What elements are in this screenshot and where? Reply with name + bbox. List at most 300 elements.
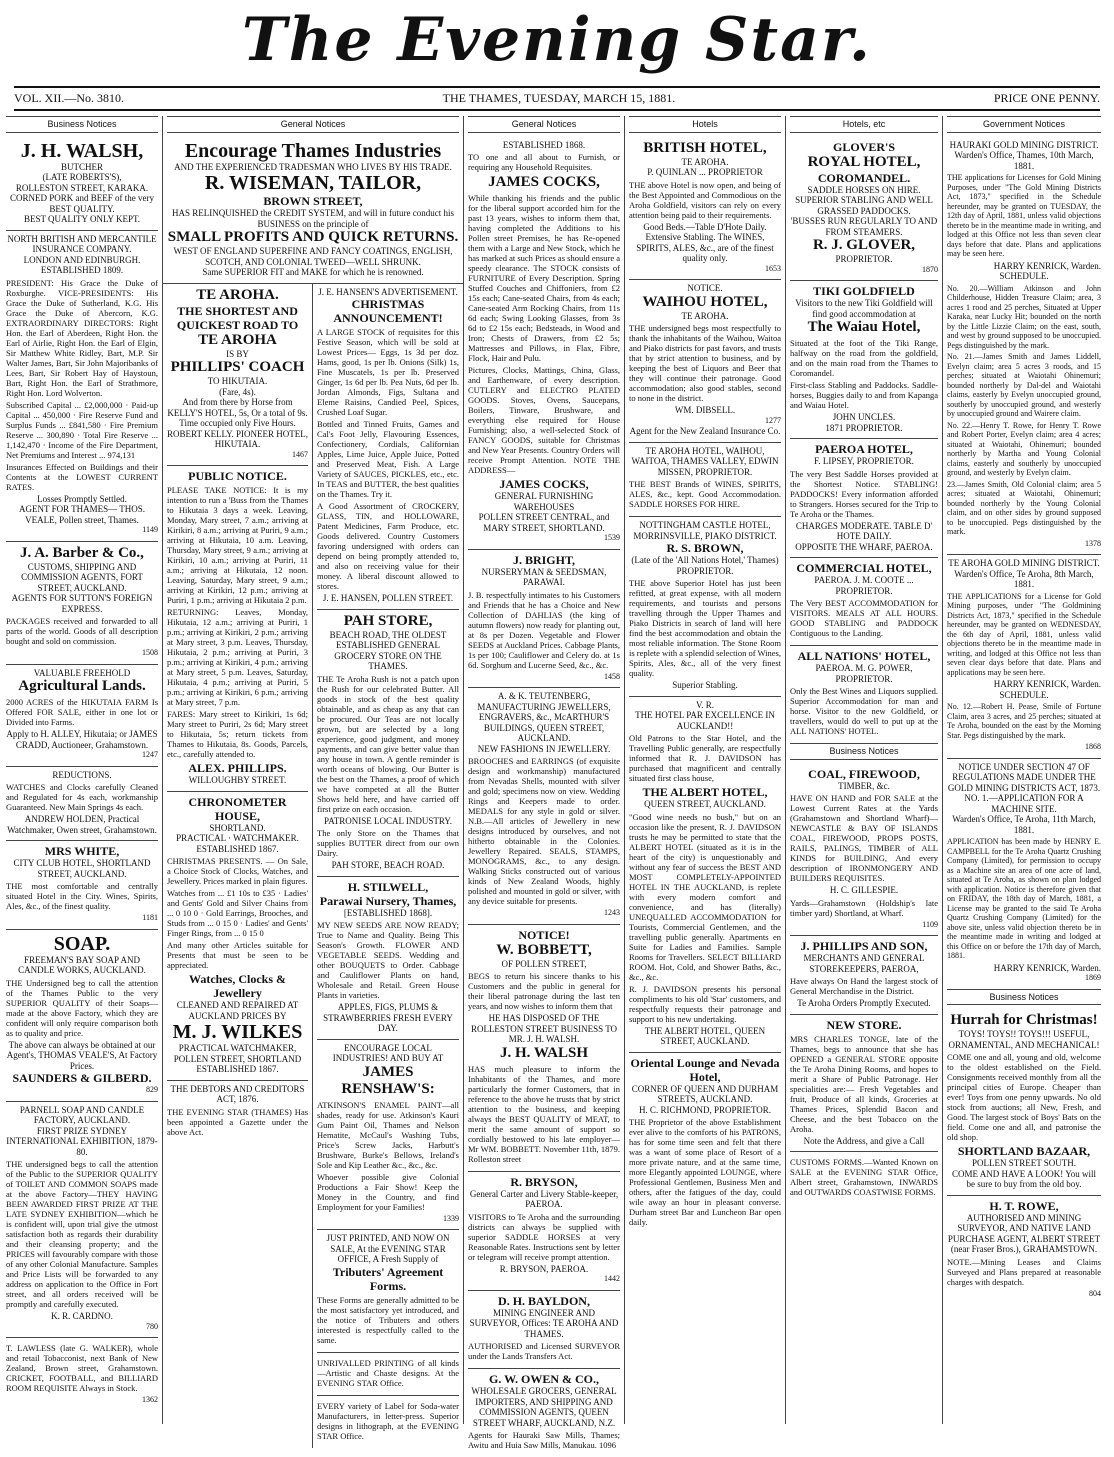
ad-line: UNRIVALLED PRINTING of all kinds—Artistic and Chaste designs. At the EVENING STAR Office.	[317, 1358, 459, 1388]
advertisement	[790, 1015, 938, 1153]
column-heading: Business Notices	[6, 116, 158, 133]
ad-line: EVERY variety of Label for Soda-water Manufacturers, in letter-press. Superior designs in lithograph, at the EVENING STAR Office.	[317, 1401, 459, 1441]
ad-line: HAS RELINQUISHED the CREDIT SYSTEM, and will in future conduct his BUSINESS on the principle of	[167, 208, 459, 229]
ad-line: PAH STORE, BEACH ROAD.	[317, 860, 459, 871]
ad-line: 1539	[468, 533, 620, 544]
place-date: THE THAMES, TUESDAY, MARCH 15, 1881.	[443, 91, 676, 106]
ad-line: T. LAWLESS (late G. WALKER), whole and retail Tobacconist, next Bank of New Zealand, Brown street, Grahamstown. CRICKET, FOOTBALL, and BILLIARD ROOM REQUISITE Always in Stock.	[6, 1343, 158, 1393]
advertisement	[790, 439, 938, 558]
ad-line: CHRISTMAS ANNOUNCEMENT!	[317, 297, 459, 325]
ad-line: Warden's Office, Te Aroha, 8th March, 1881.	[947, 569, 1101, 590]
ad-line: Same SUPERIOR FIT and MAKE for which he is renowned.	[167, 267, 459, 278]
ad-line: 1247	[6, 750, 158, 761]
ad-line: TE AROHA HOTEL, WAIHOU, WAITOA, THAMES VALLEY, EDWIN MISSEN, PROPRIETOR.	[629, 446, 781, 478]
ad-line: The only Store on the Thames that supplies BUTTER direct from our own Dairy.	[317, 828, 459, 858]
ad-line: ALL NATIONS' HOTEL,	[790, 649, 938, 663]
column-6	[943, 116, 1105, 1424]
advertisement	[629, 443, 781, 518]
ad-line: WILLOUGHBY STREET.	[167, 775, 308, 786]
ad-line: NURSERYMAN & SEEDSMAN, PARAWAI.	[468, 567, 620, 588]
ad-line: HAS much pleasure to inform the Inhabitants of the Thames, and more particularly the former Customers, that in reference to the above he trusts that by strict attention to the business, and keeping always the BEST QUALITY of MEAT, to merit the same amount of support so cordially bestowed to his late employer—Mr WM. BOBBETT. November 11th, 1879. Rolleston street	[468, 1064, 620, 1164]
column-3	[464, 116, 625, 1424]
ad-line: 'BUSSES RUN REGULARLY TO AND FROM STEAMERS.	[790, 216, 938, 237]
column-3-ads	[468, 137, 620, 1457]
ad-line: APPLES, FIGS, PLUMS & STRAWBERRIES FRESH EVERY DAY.	[317, 1002, 459, 1034]
ad-line: RETURNING: Leaves, Monday, Hikutaia, 12 a.m.; arriving at Puriri, 1 p.m.; arriving at Kirikiri, 2 p.m.; arriving at Mary street, 3 p.m. Leaves, Thursday, Hikutaia, 2 p.m.; arriving at Puriri, 3 p.m.; arriving at Kirikiri, 4 p.m.; arriving at Mary street, 5 p.m. Leaves, Saturday, Hikutaia, 4 p.m.; arriving at Puriri, 5 p.m.; arriving at Kirikiri, 6 p.m.; arriving at Mary street, 7 p.m.	[167, 607, 308, 707]
ad-line: NOTICE UNDER SECTION 47 OF REGULATIONS MADE UNDER THE GOLD MINING DISTRICTS ACT, 1873.	[947, 762, 1101, 794]
advertisement	[468, 550, 620, 689]
ad-line: R. BRYSON,	[468, 1175, 620, 1189]
ad-line: H. STILWELL,	[317, 880, 459, 894]
column-2	[163, 116, 464, 1424]
column-6-business-ads	[947, 1009, 1101, 1304]
ad-line: Hurrah for Christmas!	[947, 1012, 1101, 1029]
ad-line: IS BY	[167, 349, 308, 360]
ad-line: F. LIPSEY, PROPRIETOR.	[790, 456, 938, 467]
ad-line: J. H. WALSH	[468, 1045, 620, 1062]
ad-line: MRS CHARLES TONGE, late of the Thames, begs to announce that she has OPENED a GENERAL STORE opposite the Te Aroha Dining Rooms, and hopes to merit a Share of Public Patronage. Her specialities are:— Fresh Vegetables and fruit, Produce of all kinds, Groceries at Thames Prices, Splendid Bacon and Cheese, and the best Tobacco on the Aroha.	[790, 1034, 938, 1134]
ad-line: Tributers' Agreement Forms.	[317, 1265, 459, 1293]
ad-line: BRITISH HOTEL,	[629, 140, 781, 157]
masthead	[0, 0, 1114, 80]
ad-line: Oriental Lounge and Nevada Hotel,	[629, 1056, 781, 1084]
ad-line: 1339	[317, 1214, 459, 1225]
advertisement	[6, 1102, 158, 1339]
ad-line: Apply to H. ALLEY, Hikutaia; or JAMES CRADD, Auctioneer, Grahamstown.	[6, 729, 158, 750]
ad-line: CORNER OF QUEEN AND DURHAM STREETS, AUCKLAND.	[629, 1084, 781, 1105]
ad-line: THE APPLICATIONS for a License for Gold Mining purposes, under "The Goldmining Districts Act, 1873," specified in the Schedule hereunder, may be granted on WEDNESDAY, the 6th day of April, 1881, unless valid objections thereto be in the meantime made in writing, and lodged at this Office not less than seven clear days before that date. Plans and applications may be seen here.	[947, 592, 1101, 678]
advertisement	[468, 688, 620, 925]
ad-line: TO HIKUTAIA.	[167, 376, 308, 387]
ad-line: COROMANDEL.	[790, 171, 938, 185]
ad-line: G. W. OWEN & CO.,	[468, 1372, 620, 1386]
ad-line: OF POLLEN STREET,	[468, 959, 620, 970]
ad-line: WEST OF ENGLAND SUPERFINE AND FANCY COATINGS, ENGLISH, SCOTCH, AND COLONIAL TWEED—WELL SHRUNK.	[167, 246, 459, 267]
ad-line: 1467	[167, 450, 308, 461]
advertisement	[468, 137, 620, 550]
ad-line: SOAP.	[6, 933, 158, 955]
advertisement	[6, 231, 158, 542]
ad-line: THE ALBERT HOTEL, QUEEN STREET, AUCKLAND.	[629, 1026, 781, 1047]
ad-line: H. T. ROWE,	[947, 1199, 1101, 1213]
advertisement	[629, 697, 781, 1053]
ad-line: GENERAL FURNISHING WAREHOUSES	[468, 491, 620, 512]
ad-line: V. R.	[629, 700, 781, 711]
ad-line: SUPERIOR STABLING AND WELL GRASSED PADDOCKS.	[790, 195, 938, 216]
ad-line: PAEROA. J. M. COOTE ... PROPRIETOR.	[790, 575, 938, 596]
ad-line: PAEROA. M. G. POWER, PROPRIETOR.	[790, 663, 938, 684]
ad-line: These Forms are generally admitted to be the most satisfactory yet introduced, and the notice of Tributers and others interested is respectfully called to the same.	[317, 1295, 459, 1345]
ad-line: NOTICE.	[629, 283, 781, 294]
advertisement	[6, 841, 158, 930]
ad-line: Agents for Hauraki Saw Mills, Thames; Awitu and Huia Saw Mills, Manukau. 1096	[468, 1430, 620, 1450]
advertisement	[468, 1369, 620, 1457]
ad-line: "Good wine needs no bush," but on an occasion like the present, R. J. DAVIDSON trusts he may be permitted to state that the ALBERT HOTEL (situated as it is in the heart of the city) is unquestionably and without any fear of success the BEST AND MOST COMPLETELY-APPOINTED HOTEL IN THE AUCKLAND, is replete with every modern comfort and convenience, and has (literally) UNEQUALLED ACCOMMODATION for Tourists, Commercial Gentlemen, and the travelling public generally. Apartments en Suite for Ladies and Families. Sample Rooms for Travellers. SELECT BILLIARD ROOM. Hot, Cold, and Shower Baths, &c., &c., &c.	[629, 812, 781, 982]
ad-line: Note the Address, and give a Call	[790, 1136, 938, 1147]
ad-line: BROOCHES and EARRINGS (of exquisite design and workmanship) manufactured from Nevadas Shells, mounted with silver and gold; specimens now on view. Wedding Rings and Keepers made to order. MEDALS for any style in gold or silver. N.B.—All articles of Jewellery in new designs introduced by ourselves, and not hitherto obtainable in the Colonies. Jewellery Repaired. SEALS, STAMPS, MONOGRAMS, &c., to any design. Walking Sticks constructed out of various kinds of New Zealand Woods, highly polished and mounted in gold or silver, with any device suitable for presents.	[468, 756, 620, 906]
ad-line: COME one and all, young and old, welcome to the oldest established on the Field. Consignments received monthly from all the principal cities of Europe. Cheaper than ever! Toys from one penny upwards. No old stock from auctions; all New, Fresh, and Good. The largest stock of Boys' Bats on the field. Come one and all, and patronise the old shop.	[947, 1052, 1101, 1142]
ad-line: THE above Superior Hotel has just been refitted, at great expense, with all modern requirements, and tourists and persons travelling through the Upper Thames and Piako Districts in search of land will here find the best accommodation and obtain the most reliable information. The Stone Room is replete with a splendid selection of Wines, Spirits, Ales, &c., all of the very finest quality.	[629, 578, 781, 678]
ad-line: NOTE.—Mining Leases and Claims Surveyed and Plans prepared at reasonable charges with despatch.	[947, 1257, 1101, 1287]
ad-line: SCHEDULE.	[947, 690, 1101, 701]
ad-line: CUSTOMS FORMS.—Wanted Known on SALE at the EVENING STAR Office, Albert street, Grahamstown, INWARDS and OUTWARDS COASTWISE FORMS.	[790, 1157, 938, 1197]
ad-line: 2000 ACRES of the HIKUTAIA FARM Is Offered FOR SALE, either in one lot or Divided into Farms.	[6, 697, 158, 727]
ad-line: SCHEDULE.	[947, 271, 1101, 282]
advertisement	[6, 542, 158, 665]
ad-line: J. BRIGHT,	[468, 553, 620, 567]
ad-line: P. QUINLAN ... PROPRIETOR	[629, 167, 781, 178]
ad-line: THE applications for Licenses for Gold Mining Purposes, under "The Gold Mining Districts Act, 1873," specified in the Schedule hereunder, may be granted on TUESDAY, the 12th day of April, 1881, unless valid objections thereto be in the meantime made in writing, and lodged at this Office not less than seven clear days before that date. Plans and applications may be seen here.	[947, 173, 1101, 259]
column-heading: Hotels	[629, 116, 781, 133]
ad-line: 1277	[629, 416, 781, 427]
ad-line: MERCHANTS AND GENERAL STOREKEEPERS, PAEROA,	[790, 953, 938, 974]
ad-line: REDUCTIONS.	[6, 770, 158, 781]
ad-line: R. BRYSON, PAEROA.	[468, 1264, 620, 1275]
ad-line: FIRST PRIZE SYDNEY INTERNATIONAL EXHIBITION, 1879-80.	[6, 1126, 158, 1158]
ad-line: HE HAS DISPOSED OF THE ROLLESTON STREET BUSINESS TO MR. J. H. WALSH.	[468, 1013, 620, 1045]
ad-line: R. S. BROWN,	[629, 541, 781, 555]
ad-line: H. C. GILLESPIE.	[790, 885, 938, 896]
column-5-ads	[790, 137, 938, 744]
ad-line: Te Aroha Orders Promptly Executed.	[790, 998, 938, 1009]
ad-line: TE AROHA.	[629, 157, 781, 168]
ad-line: Watches, Clocks & Jewellery	[167, 972, 308, 1000]
ad-line: HARRY KENRICK, Warden.	[947, 963, 1101, 974]
column-2b	[313, 284, 463, 1448]
ad-line: COAL, FIREWOOD,	[790, 767, 938, 781]
ad-line: TE AROHA.	[167, 287, 308, 304]
ad-line: JOHN UNCLES.	[790, 412, 938, 423]
ad-line: No. 20.—William Atkinson and John Childerhouse, Hidden Treasure Claim; area, 3 acres 1 rood and 25 perches, Situated at Upper Karaka, near Lucky Hit; bounded on the north by the Little Lizzie Claim; on the east, south, and west by ground supposed to be unoccupied. Pegs distinguished by the mark.	[947, 284, 1101, 351]
ad-line: Agent for the New Zealand Insurance Co.	[629, 426, 781, 437]
masthead-title: The Evening Star.	[242, 5, 872, 75]
ad-line: Parawai Nursery, Thames,	[317, 894, 459, 908]
ad-line: SHORTLAND BAZAAR,	[947, 1144, 1101, 1158]
ad-line: JAMES COCKS,	[468, 477, 620, 491]
ad-line: WM. DIBSELL.	[629, 405, 781, 416]
ad-line: APPLICATION has been made by HENRY E. CAMPBELL for the Te Aroha Quartz Crushing Company (Limited), for permission to occupy as a Machine site an area of one acre of land, situated at Te Aroha, as shown on plan lodged with application. Notice is therefore given that on FRIDAY, the 18th day of March, 1881, a License may be granted to the said Te Aroha Quartz Crushing Company (Limited) for the above site, unless valid objection thereto be in the meantime made in writing and lodged at this Office on or before the 17th day of March, 1881.	[947, 837, 1101, 961]
ad-line: CORNED PORK and BEEF of the very BEST QUALITY.	[6, 193, 158, 214]
ad-line: 829	[6, 1085, 158, 1096]
ad-line: PLEASE TAKE NOTICE: It is my intention to run a 'Buss from the Thames to Hikutaia 3 days a week. Leaving, Monday, Mary street, 7 a.m.; arriving at Kirikiri, 8 a.m.; arriving at Puriri, 9 a.m.; arriving at Hikutaia, 10 a.m. Leaving, Thursday, Mary street, 9 a.m.; arriving at Kirikiri, 10 a.m.; arriving at Puriri, 11 a.m.; arriving at Hikutaia, 12 noon. Leaving, Saturday, Mary street, 9 a.m.; arriving at Kirikiri, 12 p.m.; arriving at Puriri, 1 p.m.; arriving at Hikutaia 2 p.m.	[167, 485, 308, 605]
advertisement	[167, 792, 308, 1081]
ad-line: THE EVENING STAR (THAMES) Has been appointed a Gazette under the above Act.	[167, 1107, 308, 1137]
ad-line: COME AND HAVE A LOOK! You will be sure to buy from the old boy.	[947, 1169, 1101, 1190]
ad-line: The very Best Saddle Horses provided at the Shortest Notice. STABLING! PADDOCKS! Every information afforded to Strangers. Horses secured for the Trip to Te Aroha or the Thames.	[790, 469, 938, 519]
ad-line: POLLEN STREET CENTRAL, and MARY STREET, SHORTLAND.	[468, 512, 620, 533]
ad-line: SAUNDERS & GILBERD.	[6, 1071, 158, 1085]
ad-line: Warden's Office, Thames, 10th March, 1881.	[947, 150, 1101, 171]
ad-line: LONDON AND EDINBURGH.	[6, 255, 158, 266]
ad-line: THE undersigned begs most respectfully to thank the inhabitants of the Waihou, Waitoa and Piako districts for past favors, and trusts that by strict attention to business, and by keeping the best of Liquors and Beer that they will continue their patronage. Good accommodation; also good stables, second to none in the district.	[629, 323, 781, 403]
ad-line: 1181	[6, 913, 158, 924]
advertisement	[947, 759, 1101, 989]
ad-line: MINING ENGINEER AND SURVEYOR, Offices: TE AROHA AND THAMES.	[468, 1308, 620, 1340]
ad-line: THE DEBTORS AND CREDITORS ACT, 1876.	[167, 1084, 308, 1105]
ad-line: TIMBER, &c.	[790, 781, 938, 792]
column-2-split	[163, 284, 463, 1448]
ad-line: ATKINSON'S ENAMEL PAINT—all shades, ready for use. Atkinson's Kauri Gum Paint Oil, Thames and Nelson Hematite, McCaul's Washing Tubs, Price's Screw Jacks, Harbutt's Brushware, Burke's Bellows, Ireland's Sole and Kip Leather &c., &c., &c.	[317, 1100, 459, 1170]
ad-line: BEGS to return his sincere thanks to his Customers and the public in general for their liberal patronage during the last ten years, and now wishes to inform them that	[468, 971, 620, 1011]
column-5	[786, 116, 943, 1424]
advertisement	[317, 1396, 459, 1448]
ad-line: No. 21.—James Smith and James Liddell, Evelyn claim; area 5 acres 3 roods, and 15 perches; situated at Waiotahi Ohinemuri; bounded northerly by Dal-del and Waiotahi claims, easterly by Evelyn unoccupied ground, southerly by unoccupied ground, and westerly by unoccupied ground and Wairere claim.	[947, 352, 1101, 419]
ad-line: ROLLESTON STREET, KARAKA.	[6, 183, 158, 194]
advertisement	[790, 764, 938, 937]
ad-line: 1870	[790, 265, 938, 276]
ad-line: NO. 1.—APPLICATION FOR A MACHINE SITE.	[947, 793, 1101, 814]
advertisement	[317, 1353, 459, 1396]
ad-line: CHRONOMETER HOUSE,	[167, 795, 308, 823]
ad-line: FREEMAN'S BAY SOAP AND CANDLE WORKS, AUCKLAND.	[6, 955, 158, 976]
ad-line: (Late of the 'All Nations Hotel,' Thames) PROPRIETOR.	[629, 555, 781, 576]
column-heading: General Notices	[167, 116, 459, 133]
ad-line: AND THE EXPERIENCED TRADESMAN WHO LIVES BY HIS TRADE.	[167, 162, 459, 173]
ad-line: PHILLIPS' COACH	[167, 359, 308, 376]
ad-line: Bottled and Tinned Fruits, Games and Cal's Foot Jelly, Flavouring Essences, Confectionery, Cordials, Californian Apples, Lime Juice, Apple Juice, Potted and Preserved Meat, Fish. A Large Variety of SAUCES, PICKLES, etc., etc. In TEAS and BUTTER, the best qualities on the Thames. Try it.	[317, 419, 459, 499]
ad-line: The Waiau Hotel,	[790, 319, 938, 336]
ad-line: PRACTICAL · WATCHMAKER.	[167, 833, 308, 844]
ad-line: NEW STORE.	[790, 1018, 938, 1032]
ad-line: CLEANED AND REPAIRED AT AUCKLAND PRICES BY	[167, 1000, 308, 1021]
ad-line: WHOLESALE GROCERS, GENERAL IMPORTERS, AND SHIPPING AND COMMISSION AGENTS, QUEEN STREET WHARF, AUCKLAND, N.Z.	[468, 1386, 620, 1428]
ad-line: A Good Assortment of CROCKERY, GLASS, TIN, and HOLLOWARE, Patent Medicines, Farm Produce, etc. Goods delivered. Country Customers favoring undersigned with orders can depend on being promptly attended to, and also on receiving value for their money. A liberal discount allowed to stores.	[317, 501, 459, 591]
price: PRICE ONE PENNY.	[994, 91, 1100, 106]
ad-line: J. A. Barber & Co.,	[6, 545, 158, 562]
advertisement	[629, 1053, 781, 1235]
ad-line: ENCOURAGE LOCAL INDUSTRIES! AND BUY AT	[317, 1043, 459, 1064]
ad-line: PUBLIC NOTICE.	[167, 469, 308, 483]
ad-line: HARRY KENRICK, Warden.	[947, 679, 1101, 690]
ad-line: Only the Best Wines and Liquors supplied. Superior Accommodation for man and horse. Visitor to the new Goldfield, or travellers, would do well to put up at the ALL NATIONS' HOTEL.	[790, 686, 938, 736]
ad-line: THE SHORTEST AND QUICKEST ROAD TO	[167, 304, 308, 332]
ad-line: (Fare, 4s).	[167, 387, 308, 398]
ad-line: Losses Promptly Settled.	[6, 494, 158, 505]
ad-line: Warden's Office, Te Aroha, 11th March, 1881.	[947, 814, 1101, 835]
ad-line: R. WISEMAN, TAILOR,	[167, 172, 459, 194]
ad-line: PRESIDENT: His Grace the Duke of Roxburghe. VICE-PRESIDENTS: His Grace the Duke of Sutherland, K.G. His Grace the Duke of Abercorn, K.G. EXTRAORDINARY DIRECTORS: Right Hon. the Earl of Aberdeen, Right Hon. the Earl of Airlie, Right Hon. the Earl of Elgin, Sir Matthew White Ridley, Bart, M.P. Sir Walter James, Bart, Sir John Majoribanks of Lees, Bart, Sir Robert Hay of Haystoun, Bart, Right Hon. the Earl of Strathmore, Right Hon. Lord Wolverton.	[6, 278, 158, 398]
ad-line: MANUFACTURING JEWELLERS, ENGRAVERS, &c., McARTHUR'S BUILDINGS, QUEEN STREET, AUCKLAND.	[468, 702, 620, 744]
ad-line: JAMES RENSHAW'S:	[317, 1064, 459, 1098]
ad-line: THE HOTEL PAR EXCELLENCE IN AUCKLAND!!	[629, 710, 781, 731]
ad-line: NOTICE!	[468, 928, 620, 942]
ad-line: Situated at the foot of the Tiki Range, halfway on the road from the goldfield, and on the main road from the Thames to Coromandel.	[790, 338, 938, 378]
ad-line: TOYS! TOYS!! TOYS!!! USEFUL, ORNAMENTAL, AND MECHANICAL!	[947, 1029, 1101, 1050]
ad-line: THE Te Aroha Rush is not a patch upon the Rush for our celebrated Butter. All goods in stock of the best quality obtainable, and as cheap as any that can be procured. Our Teas are not locally grown, but are selected by a long experience, good judgment, and money payments, and can give better value than any house in town. A gentle reminder is worth oceans of blowing. Our Butter is the best on the Thames, a proof of which we have competed at all the Butter Shows held here, and have carried off first prize on each occasion.	[317, 674, 459, 814]
ad-line: A. & K. TEUTENBERG,	[468, 691, 620, 702]
column-1-ads	[6, 137, 158, 1411]
ad-line: D. H. BAYLDON,	[468, 1294, 620, 1308]
ad-line: WATCHES and Clocks carefully Cleaned and Regulated for 4s each, workmanship Guaranteed. New Main Springs 4s each.	[6, 782, 158, 812]
ad-line: The Very BEST ACCOMMODATION for VISITORS. MEALS AT ALL HOURS. GOOD STABLING and PADDOCK Contiguous to the Landing.	[790, 598, 938, 638]
ad-line: ESTABLISHED 1867.	[167, 1064, 308, 1075]
ad-line: NOTTINGHAM CASTLE HOTEL, MORRINSVILLE, PIAKO DISTRICT.	[629, 520, 781, 541]
ad-line: BROWN STREET,	[167, 194, 459, 208]
ad-line: TE AROHA	[167, 332, 308, 349]
ad-line: Subscribed Capital ... £2,000,000 · Paid-up Capital ... 450,000 · Fire Reserve Fund and Surplus Funds ... £841,580 · Fire Premium Reserve ... 300,890 · Total Fire Reserve ... 1,142,470 · Income of the Fire Department, Net Premiums and Interest ... 974,131	[6, 400, 158, 460]
ad-line: TO one and all about to Furnish, or requiring any Household Requisites.	[468, 152, 620, 172]
ad-line: R. J. GLOVER,	[790, 237, 938, 254]
advertisement	[317, 610, 459, 877]
column-4-ads	[629, 137, 781, 1235]
ad-line: SHORTLAND.	[167, 823, 308, 834]
advertisement	[629, 137, 781, 281]
ad-line: VALUABLE FREEHOLD	[6, 668, 158, 679]
ad-line: 1869	[947, 973, 1101, 984]
column-5-business-ads	[790, 764, 938, 1205]
ad-line: 1378	[947, 539, 1101, 550]
ad-line: [ESTABLISHED 1868].	[317, 908, 459, 919]
ad-line: BEACH ROAD, THE OLDEST ESTABLISHED GENERAL GROCERY STORE ON THE THAMES.	[317, 630, 459, 672]
ad-line: CHRISTMAS PRESENTS. — On Sale, a Choice Stock of Clocks, Watches, and Jewellery. Prices marked in plain figures.	[167, 856, 308, 886]
ad-line: ESTABLISHED 1868.	[468, 140, 620, 151]
ad-line: GLOVER'S	[790, 140, 938, 154]
ad-line: TE AROHA GOLD MINING DISTRICT.	[947, 558, 1101, 569]
advertisement	[6, 137, 158, 231]
advertisement	[167, 1081, 308, 1144]
ad-line: AUTHORISED and Licensed SURVEYOR under the Lands Transfers Act.	[468, 1341, 620, 1361]
ad-line: AUTHORISED AND MINING SURVEYOR, AND NATIVE LAND PURCHASE AGENT, ALBERT STREET (near Fraser Bros.), GRAHAMSTOWN.	[947, 1213, 1101, 1255]
advertisement	[317, 284, 459, 610]
column-heading: General Notices	[468, 116, 620, 133]
advertisement	[6, 767, 158, 842]
ad-line: MRS WHITE,	[6, 844, 158, 858]
advertisement	[947, 1009, 1101, 1196]
ad-line: J. H. WALSH,	[6, 140, 158, 162]
ad-line: Agricultural Lands.	[6, 678, 158, 695]
ad-line: M. J. WILKES	[167, 1021, 308, 1043]
ad-line: CITY CLUB HOTEL, SHORTLAND STREET, AUCKLAND.	[6, 858, 158, 879]
advertisement	[468, 1172, 620, 1291]
advertisement	[468, 1291, 620, 1370]
ad-line: (LATE ROBERTS'S),	[6, 172, 158, 183]
advertisement	[629, 280, 781, 443]
ad-line: Superior Stabling.	[629, 680, 781, 691]
ad-line: SMALL PROFITS AND QUICK RETURNS.	[167, 229, 459, 246]
ad-line: OPPOSITE THE WHARF, PAEROA.	[790, 542, 938, 553]
ad-line: THE undersigned begs to call the attention of the Public to the SUPERIOR QUALITY of TOILET AND COMMON SOAPS made at the above Factory—THEY HAVING BEEN AWARDED FIRST PRIZE AT THE LATE SYDNEY EXHIBITION—which he is confident will, upon trial give the utmost satisfaction both as regards their durability and their cleansing property; and the PRICES will favourably compare with those of any other Colonial Manufacture. Samples and Price Lists will be forwarded to any address on application to the Office in Fort street, and all orders received will be promptly and carefully executed.	[6, 1159, 158, 1309]
ad-line: 1458	[468, 672, 620, 683]
ad-line: PARNELL SOAP AND CANDLE FACTORY, AUCKLAND.	[6, 1105, 158, 1126]
ad-line: TE AROHA.	[629, 311, 781, 322]
advertisement	[317, 1230, 459, 1353]
ad-line: ESTABLISHED 1867.	[167, 844, 308, 855]
ad-line: R. J. DAVIDSON presents his personal compliments to his old 'Star' customers, and respectfully requests their patronage and support to his new undertaking.	[629, 984, 781, 1024]
ad-line: 1243	[468, 908, 620, 919]
column-1	[2, 116, 163, 1424]
ad-line: 1109	[790, 920, 938, 931]
ad-line: QUEEN STREET, AUCKLAND.	[629, 799, 781, 810]
ad-line: J. B. respectfully intimates to his Customers and Friends that he has a Choice and New Collection of DAHLIAS (the king of autumn flowers) now ready for planting out, at 8s per Dozen. Vegetable and Flower SEEDS at Auckland Prices. Cabbage Plants, 1s per 100; Cauliflower and Celery do. at 1s 6d. Sorghum and Lucerne Seed, &c., &c.	[468, 590, 620, 670]
ad-line: THE Undersigned beg to call the attention of the Thames Public to the very SUPERIOR QUALITY of their Soaps—made at the above Factory, which they are confident will only require comparison both as to quality and price.	[6, 978, 158, 1038]
ad-line: J. PHILLIPS AND SON,	[790, 939, 938, 953]
ad-line: THE ALBERT HOTEL,	[629, 785, 781, 799]
ad-line: HARRY KENRICK, Warden.	[947, 261, 1101, 272]
column-heading: Hotels, etc	[790, 116, 938, 133]
ad-line: And from there by Horse from KELLY'S HOTEL, 5s, Or a total of 9s. Time occupied only Five Hours.	[167, 397, 308, 429]
ad-line: 804	[947, 1289, 1101, 1300]
advertisement	[629, 517, 781, 697]
ad-line: K. R. CARDNO.	[6, 1311, 158, 1322]
ad-line: Visitors to the new Tiki Goldfield will find good accommodation at	[790, 298, 938, 319]
ad-line: W. BOBBETT,	[468, 942, 620, 959]
ad-line: THE most comfortable and centrally situated Hotel in the City. Wines, Spirits, Ales, &c., of the finest quality.	[6, 881, 158, 911]
ad-line: While thanking his friends and the public for the liberal support accorded him for the past 13 years, wishes to inform them that, having completed the Additions to his Pollen street Premises, he has Re-opened them with a Large and New Stock, which he has marked at such Prices as should ensure a speedy clearance. The STOCK consists of FURNITURE of Every Description. Spring Stuffed Couches and Chiffoniers, from £2 15s each; Cane-seated Chairs, from 4s each; Cane-seated Arm Rocking Chairs, from 11s 6d each; Swing Looking Glasses, from 3s 6d to £2 15s each; Bedsteads, in Wood and Iron; Chests of Drawers, from £2 5s; Mattresses and Pillows, in Flax, Fibre, Flock, Hair and Pulu.	[468, 193, 620, 363]
ad-line: H. C. RICHMOND, PROPRIETOR.	[629, 1105, 781, 1116]
ad-line: AGENTS FOR SUTTON'S FOREIGN EXPRESS.	[6, 593, 158, 614]
column-subheading: Business Notices	[790, 743, 938, 760]
advertisement	[6, 930, 158, 1102]
ad-line: JAMES COCKS,	[468, 174, 620, 191]
advertisement	[6, 665, 158, 767]
ad-line: JUST PRINTED, AND NOW ON SALE, At the EVENING STAR OFFICE, A Fresh Supply of	[317, 1233, 459, 1265]
ad-line: THE Proprietor of the above Establishment ever alive to the comforts of his PATRONS, has for some time seen and felt that there was a want of some place of Resort of a more private nature, and at the same time, more Elegantly appointed LOUNGE, where Professional Gentlemen, Business Men and others, after the fatigues of the day, could wile away an hour in pleasant converse. Durham street Bar and Luncheon Bar open daily.	[629, 1117, 781, 1227]
ad-line: And many other Articles suitable for Presents that must be seen to be appreciated.	[167, 940, 308, 970]
advertisement	[790, 281, 938, 439]
ad-line: Watches from ... £1 10s to £35 · Ladies' and Gents' Gold and Silver Chains from ... 0 10 0 · Gold Earrings, Brooches, and Studs from ... 0 15 0 · Ladies' and Gents' Finger Rings, from ... 0 15 0	[167, 888, 308, 938]
columns	[2, 116, 1112, 1424]
ad-line: Good Beds.—Table D'Hote Daily. Extensive Stabling. The WINES, SPIRITS, ALES, &c., are of the finest quality only.	[629, 222, 781, 264]
ad-line: 1442	[468, 1274, 620, 1285]
advertisement	[947, 137, 1101, 556]
ad-line: 1149	[6, 525, 158, 536]
volume-number: VOL. XII.—No. 3810.	[14, 91, 124, 106]
ad-line: TIKI GOLDFIELD	[790, 284, 938, 298]
dateline	[14, 86, 1100, 111]
ad-line: VISITORS to Te Aroha and the surrounding districts can always be supplied with superior SADDLE HORSES at very Reasonable Rates. Instructions sent by letter or telegram will receive prompt attention.	[468, 1212, 620, 1262]
column-6-ads	[947, 137, 1101, 989]
ad-line: PATRONISE LOCAL INDUSTRY.	[317, 816, 459, 827]
ad-line: 1868	[947, 742, 1101, 753]
ad-line: PACKAGES received and forwarded to all parts of the world. Goods of all description bought and sold on commission.	[6, 616, 158, 646]
ad-line: 1508	[6, 648, 158, 659]
ad-line: PAH STORE,	[317, 613, 459, 630]
ad-line: POLLEN STREET SOUTH.	[947, 1158, 1101, 1169]
ad-line: WAIHOU HOTEL,	[629, 294, 781, 311]
wiseman-ad	[163, 137, 463, 284]
ad-line: A LARGE STOCK of requisites for this Festive Season, which will be sold at Lowest Prices— Eggs, 1s 3d per doz. Hams, good, 1s per lb. Onions (Silk) 1s, Fine Muscatels, 1s per lb. Preserved Ginger, 1s 6d per lb. Pea Nuts, 6d per lb. Jordan Almonds, Figs, Sultana and Eleme Raisins, Candied Peel, Spices, Crushed Loaf Sugar.	[317, 327, 459, 417]
ad-line: ANDREW HOLDEN, Practical Watchmaker, Owen street, Grahamstown.	[6, 814, 158, 835]
ad-line: No. 22.—Henry T. Rowe, for Henry T. Rowe and Robert Porter, Evelyn claim; area 4 acres; situated at Waiotahi, Ohinemuri; bounded northerly by Martha and Young Colonial claims, easterly and southerly by unoccupied ground, and westerly by Evelyn claim.	[947, 421, 1101, 478]
column-2a	[163, 284, 313, 1448]
advertisement	[790, 558, 938, 646]
column-4	[625, 116, 786, 1424]
ad-line: CHARGES MODERATE. TABLE D' HOTE DAILY.	[790, 521, 938, 542]
ad-line: Whoever possible give Colonial Productions a Fair Show! Keep the Money in the Country, and find Employment for your Families!	[317, 1172, 459, 1212]
advertisement	[317, 1040, 459, 1231]
advertisement	[790, 1152, 938, 1204]
ad-line: ESTABLISHED 1809.	[6, 265, 158, 276]
ad-line: J. E. HANSEN, POLLEN STREET.	[317, 593, 459, 604]
ad-line: J. E. HANSEN'S ADVERTISEMENT.	[317, 287, 459, 298]
advertisement	[468, 925, 620, 1172]
ad-line: Old Patrons to the Star Hotel, and the Travelling Public generally, are respectfully informed that R. J. DAVIDSON has purchased that magnificent and centrally situated first class house,	[629, 733, 781, 783]
ad-line: First-class Stabling and Paddocks. Saddle-horses, Buggies daily to and from Kapanga and Waiau Hotel.	[790, 380, 938, 410]
ad-line: HAVE ON HAND and FOR SALE at the Lowest Current Rates at the Yards (Grahamstown and Shortland Wharf)— NEWCASTLE & BAY OF ISLANDS COAL, FIREWOOD, PROPS POSTS, RAILS, PALINGS, TIMBER of ALL KINDS for BUILDING, And every description of IRONMONGERY AND BUILDERS REQUISITES.	[790, 793, 938, 883]
ad-line: BUTCHER	[6, 162, 158, 173]
ad-line: BEST QUALITY ONLY KEPT.	[6, 214, 158, 225]
advertisement	[947, 555, 1101, 759]
ad-line: THE above Hotel is now open, and being of the Best Appointed and Commodious on the Aroha Goldfield, visitors can rely on every attention being paid to their requirements.	[629, 180, 781, 220]
advertisement	[790, 646, 938, 743]
ad-line: No. 12.—Robert H. Pease, Smile of Fortune Claim, area 3 acres, and 25 perches; situated at Te Aroha, bounded on the east by the Morning Star. Pegs distinguished by the mark.	[947, 702, 1101, 740]
ad-line: 1653	[629, 264, 781, 275]
advertisement	[790, 936, 938, 1015]
ad-line: PROPRIETOR.	[790, 254, 938, 265]
ad-line: ALEX. PHILLIPS.	[167, 761, 308, 775]
ad-line: Encourage Thames Industries	[167, 140, 459, 162]
advertisement	[167, 137, 459, 283]
